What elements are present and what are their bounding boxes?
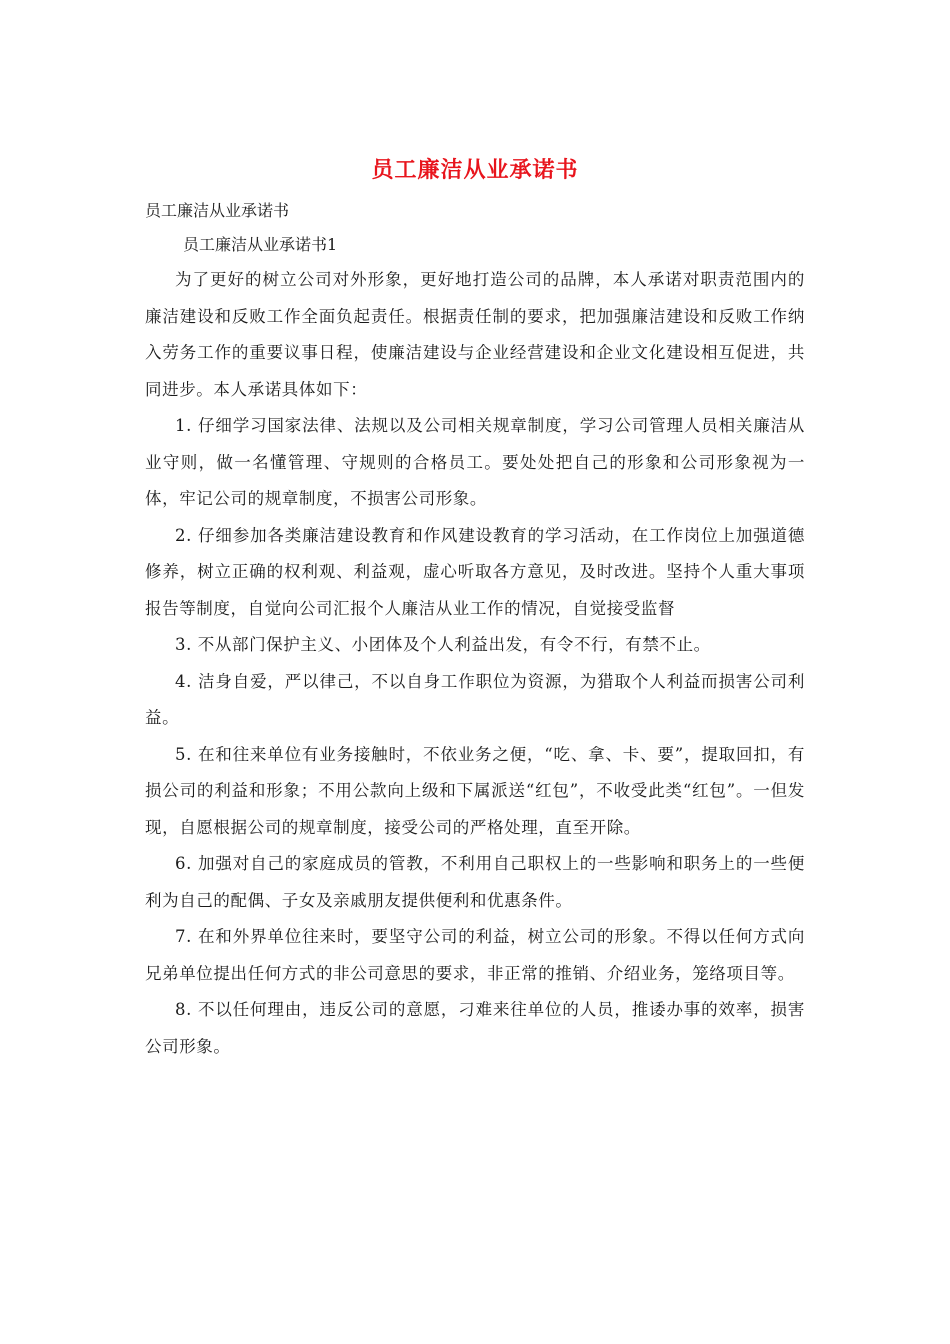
commitment-item-4: 4. 洁身自爱，严以律己，不以自身工作职位为资源，为猎取个人利益而损害公司利益。 <box>145 671 805 727</box>
commitment-item-5: 5. 在和往来单位有业务接触时，不依业务之便，“吃、拿、卡、要”，提取回扣，有损公司的利益和形象；不用公款向上级和下属派送“红包”，不收受此类“红包”。一但发现，自愿根据公司的规章制度，接受公司的严格处理，直至开除。 <box>145 744 805 837</box>
commitment-item-7: 7. 在和外界单位往来时，要坚守公司的利益，树立公司的形象。不得以任何方式向兄弟单位提出任何方式的非公司意思的要求，非正常的推销、介绍业务，笼络项目等。 <box>145 927 805 983</box>
document-title: 员工廉洁从业承诺书 <box>371 157 579 183</box>
commitment-item-3: 3. 不从部门保护主义、小团体及个人利益出发，有令不行，有禁不止。 <box>175 635 711 654</box>
document-page <box>145 150 805 1065</box>
commitment-item-6: 6. 加强对自己的家庭成员的管教，不利用自己职权上的一些影响和职务上的一些便利为自己的配偶、子女及亲戚朋友提供便利和优惠条件。 <box>145 854 805 910</box>
section-title: 员工廉洁从业承诺书1 <box>183 235 338 254</box>
commitment-item-1: 1. 仔细学习国家法律、法规以及公司相关规章制度，学习公司管理人员相关廉洁从业守则，做一名懂管理、守规则的合格员工。要处处把自己的形象和公司形象视为一体，牢记公司的规章制度，不损害公司形象。 <box>145 416 805 508</box>
commitment-item-2: 2. 仔细参加各类廉洁建设教育和作风建设教育的学习活动，在工作岗位上加强道德修养，树立正确的权利观、利益观，虚心听取各方意见，及时改进。坚持个人重大事项报告等制度，自觉向公司汇报个人廉洁从业工作的情况，自觉接受监督 <box>145 525 805 618</box>
intro-paragraph: 为了更好的树立公司对外形象，更好地打造公司的品牌，本人承诺对职责范围内的廉洁建设和反败工作全面负起责任。根据责任制的要求，把加强廉洁建设和反败工作纳入劳务工作的重要议事日程，使廉洁建设与企业经营建设和企业文化建设相互促进，共同进步。本人承诺具体如下： <box>145 270 805 399</box>
document-subtitle: 员工廉洁从业承诺书 <box>145 201 290 220</box>
commitment-item-8: 8. 不以任何理由，违反公司的意愿，刁难来往单位的人员，推诿办事的效率，损害公司形象。 <box>145 1000 805 1056</box>
